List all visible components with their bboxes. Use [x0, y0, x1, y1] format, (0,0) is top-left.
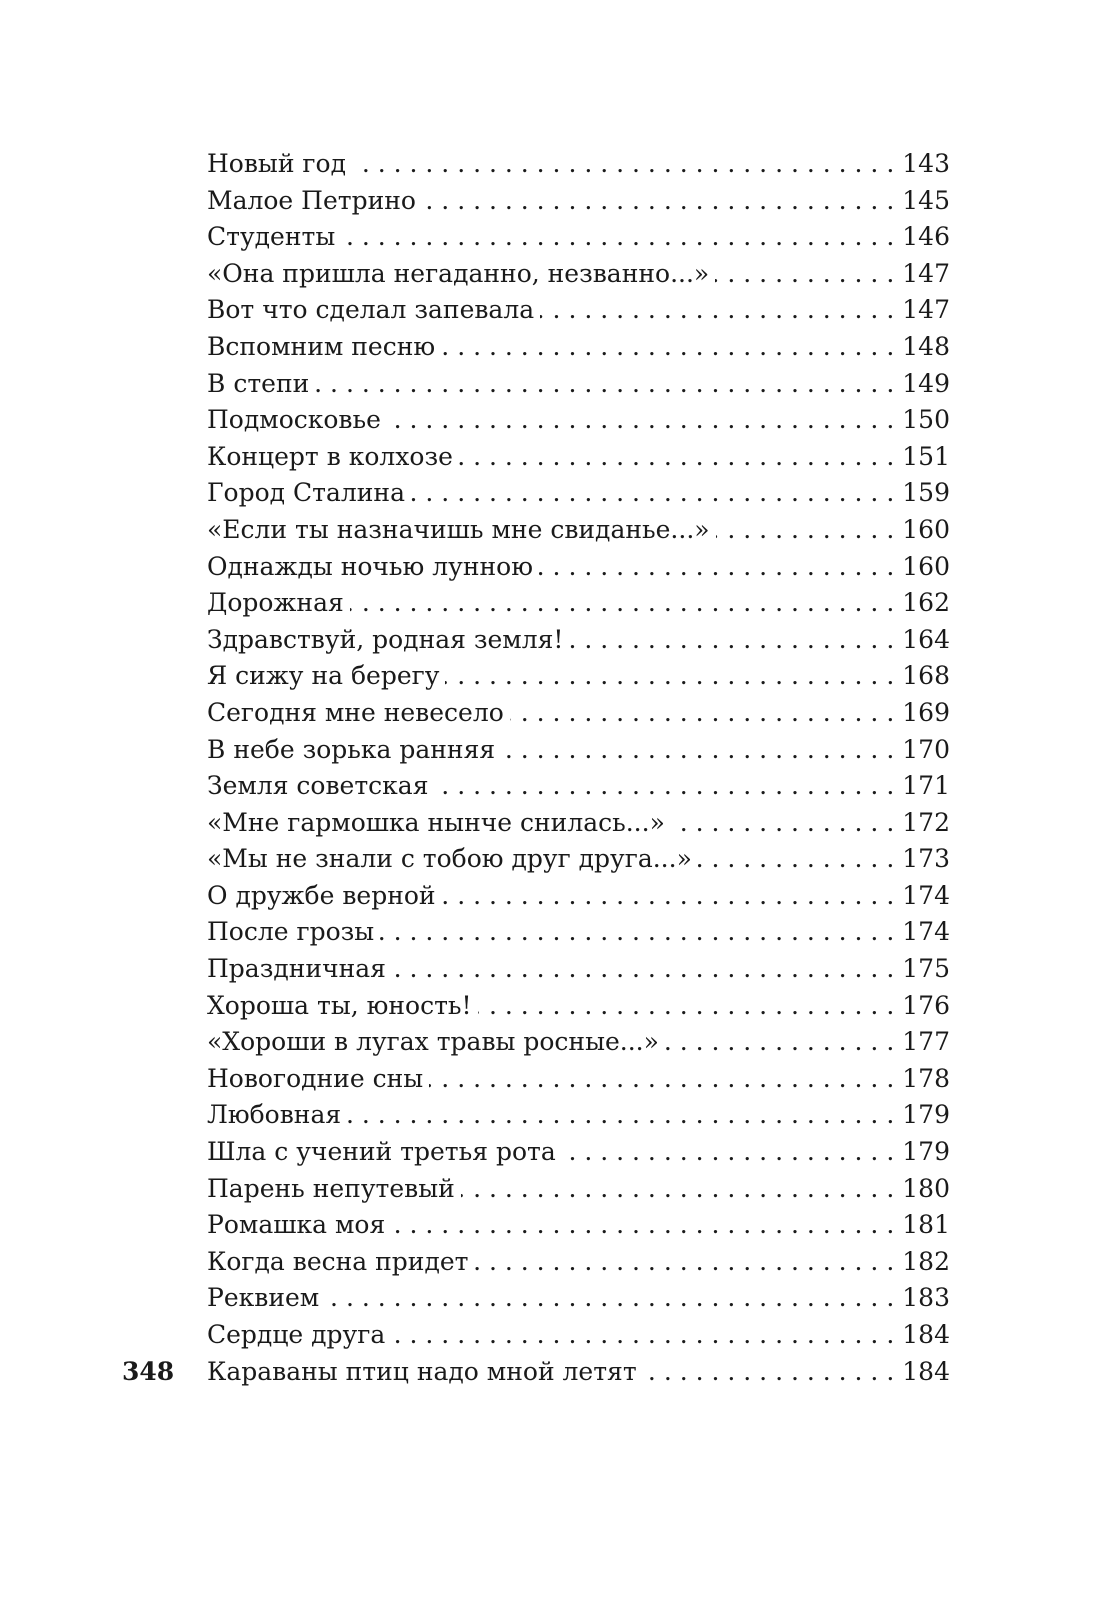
entry-page-number: 168 [902, 661, 950, 691]
entry-page-number: 146 [902, 222, 950, 252]
entry-page-number: 164 [902, 624, 950, 654]
entry-title: Новый год [207, 149, 346, 178]
entry-title: Дорожная [207, 588, 344, 618]
toc-entry [207, 512, 950, 549]
toc-entry [207, 695, 950, 732]
entry-title: Здравствуй, родная земля! [207, 624, 564, 654]
entry-page-number: 173 [902, 844, 950, 874]
toc-entry [207, 1280, 950, 1317]
entry-page-number: 175 [902, 954, 950, 984]
toc-entry [207, 1097, 950, 1134]
entry-page-number: 151 [902, 441, 950, 471]
entry-title: Я сижу на берегу [207, 661, 440, 691]
toc-entry [207, 475, 950, 512]
dot-leader [422, 183, 894, 220]
entry-title: После грозы [207, 917, 375, 947]
entry-title: «Хороши в лугах травы росные...» [207, 1027, 659, 1057]
entry-title: Караваны птиц надо мной летят [207, 1356, 637, 1386]
dot-leader [569, 622, 894, 659]
toc-entry [207, 951, 950, 988]
entry-page-number: 181 [902, 1210, 950, 1240]
dot-leader [442, 878, 895, 915]
dot-leader [478, 988, 895, 1025]
entry-title: «Она пришла негаданно, незванно...» [207, 258, 710, 288]
entry-title: В степи [207, 368, 310, 398]
dot-leader [643, 1354, 895, 1391]
entry-page-number: 176 [902, 990, 950, 1020]
toc-entry [207, 1134, 950, 1171]
toc-entry [207, 1354, 950, 1391]
entry-title: Шла с учений третья рота [207, 1137, 556, 1167]
dot-leader [671, 805, 894, 842]
dot-leader [716, 512, 895, 549]
dot-leader [391, 1207, 894, 1244]
toc-entry [207, 658, 950, 695]
entry-page-number: 179 [902, 1137, 950, 1167]
toc-entry [207, 329, 950, 366]
toc-entry [207, 1244, 950, 1281]
entry-page-number: 174 [902, 880, 950, 910]
dot-leader [315, 366, 894, 403]
dot-leader [441, 329, 894, 366]
dot-leader [665, 1024, 894, 1061]
entry-title: Студенты [207, 222, 336, 252]
entry-title: В небе зорька ранняя [207, 734, 496, 764]
toc-entry [207, 439, 950, 476]
entry-title: Когда весна придет [207, 1246, 469, 1276]
toc-entry [207, 1061, 950, 1098]
dot-leader [347, 1097, 894, 1134]
entry-page-number: 148 [902, 331, 950, 361]
dot-leader [562, 1134, 895, 1171]
toc-entry [207, 914, 950, 951]
toc-entry [207, 146, 950, 183]
dot-leader [434, 768, 894, 805]
entry-title: Город Сталина [207, 478, 405, 508]
dot-leader [429, 1061, 894, 1098]
toc-entry [207, 988, 950, 1025]
entry-title: Хороша ты, юность! [207, 990, 472, 1020]
toc-entry [207, 768, 950, 805]
dot-leader [350, 585, 895, 622]
dot-leader [540, 292, 894, 329]
dot-leader [341, 219, 894, 256]
dot-leader [391, 1317, 894, 1354]
dot-leader [461, 1171, 894, 1208]
entry-page-number: 162 [902, 588, 950, 618]
toc-entry [207, 256, 950, 293]
toc-entry [207, 1207, 950, 1244]
entry-title: Вспомним песню [207, 331, 436, 361]
toc-entry [207, 622, 950, 659]
dot-leader [392, 951, 894, 988]
entry-page-number: 143 [902, 149, 950, 178]
entry-page-number: 184 [902, 1320, 950, 1349]
dot-leader [325, 1280, 894, 1317]
entry-page-number: 179 [902, 1100, 950, 1130]
dot-leader [474, 1244, 894, 1281]
entry-page-number: 149 [902, 368, 950, 398]
entry-title: Праздничная [207, 954, 386, 984]
dot-leader [501, 732, 894, 769]
dot-leader [380, 914, 894, 951]
entry-title: Ромашка моя [207, 1210, 386, 1240]
dot-leader [411, 475, 894, 512]
toc-entry [207, 732, 950, 769]
entry-page-number: 184 [902, 1356, 950, 1386]
entry-page-number: 159 [902, 478, 950, 508]
entry-page-number: 150 [902, 405, 950, 435]
dot-leader [445, 658, 894, 695]
entry-page-number: 180 [902, 1173, 950, 1203]
dot-leader [387, 402, 894, 439]
entry-title: Любовная [207, 1100, 342, 1130]
entry-page-number: 171 [902, 771, 950, 801]
entry-title: Сердце друга [207, 1320, 386, 1349]
entry-title: Земля советская [207, 771, 429, 801]
entry-page-number: 182 [902, 1246, 950, 1276]
toc-entry [207, 1171, 950, 1208]
toc-entry [207, 878, 950, 915]
toc-entry [207, 402, 950, 439]
toc-entry [207, 183, 950, 220]
entry-title: «Мы не знали с тобою друг друга...» [207, 844, 692, 874]
entry-page-number: 174 [902, 917, 950, 947]
entry-page-number: 169 [902, 697, 950, 727]
entry-page-number: 147 [902, 295, 950, 325]
dot-leader [510, 695, 895, 732]
entry-page-number: 160 [902, 514, 950, 544]
entry-title: Концерт в колхозе [207, 441, 453, 471]
entry-page-number: 145 [902, 185, 950, 215]
toc-entry [207, 1317, 950, 1354]
dot-leader [715, 256, 894, 293]
toc-entry [207, 1024, 950, 1061]
entry-page-number: 177 [902, 1027, 950, 1057]
entry-page-number: 178 [902, 1063, 950, 1093]
entry-title: Реквием [207, 1283, 320, 1313]
entry-title: Подмосковье [207, 405, 381, 435]
entry-title: Малое Петрино [207, 185, 416, 215]
table-of-contents [207, 146, 950, 1390]
dot-leader [698, 841, 894, 878]
entry-page-number: 160 [902, 551, 950, 581]
entry-title: Однажды ночью лунною [207, 551, 533, 581]
dot-leader [352, 146, 894, 183]
entry-title: Парень непутевый [207, 1173, 455, 1203]
toc-entry [207, 549, 950, 586]
entry-page-number: 170 [902, 734, 950, 764]
entry-page-number: 147 [902, 258, 950, 288]
dot-leader [539, 549, 894, 586]
dot-leader [459, 439, 894, 476]
toc-entry [207, 805, 950, 842]
entry-title: Сегодня мне невесело [207, 697, 504, 727]
entry-page-number: 183 [902, 1283, 950, 1313]
entry-title: Вот что сделал запевала [207, 295, 535, 325]
entry-title: «Мне гармошка нынче снилась...» [207, 807, 665, 837]
entry-title: О дружбе верной [207, 880, 436, 910]
toc-entry [207, 292, 950, 329]
entry-title: «Если ты назначишь мне свиданье...» [207, 514, 710, 544]
entry-title: Новогодние сны [207, 1063, 424, 1093]
toc-entry [207, 585, 950, 622]
entry-page-number: 172 [902, 807, 950, 837]
toc-entry [207, 366, 950, 403]
toc-entry [207, 841, 950, 878]
toc-entry [207, 219, 950, 256]
page-number: 348 [122, 1357, 175, 1386]
